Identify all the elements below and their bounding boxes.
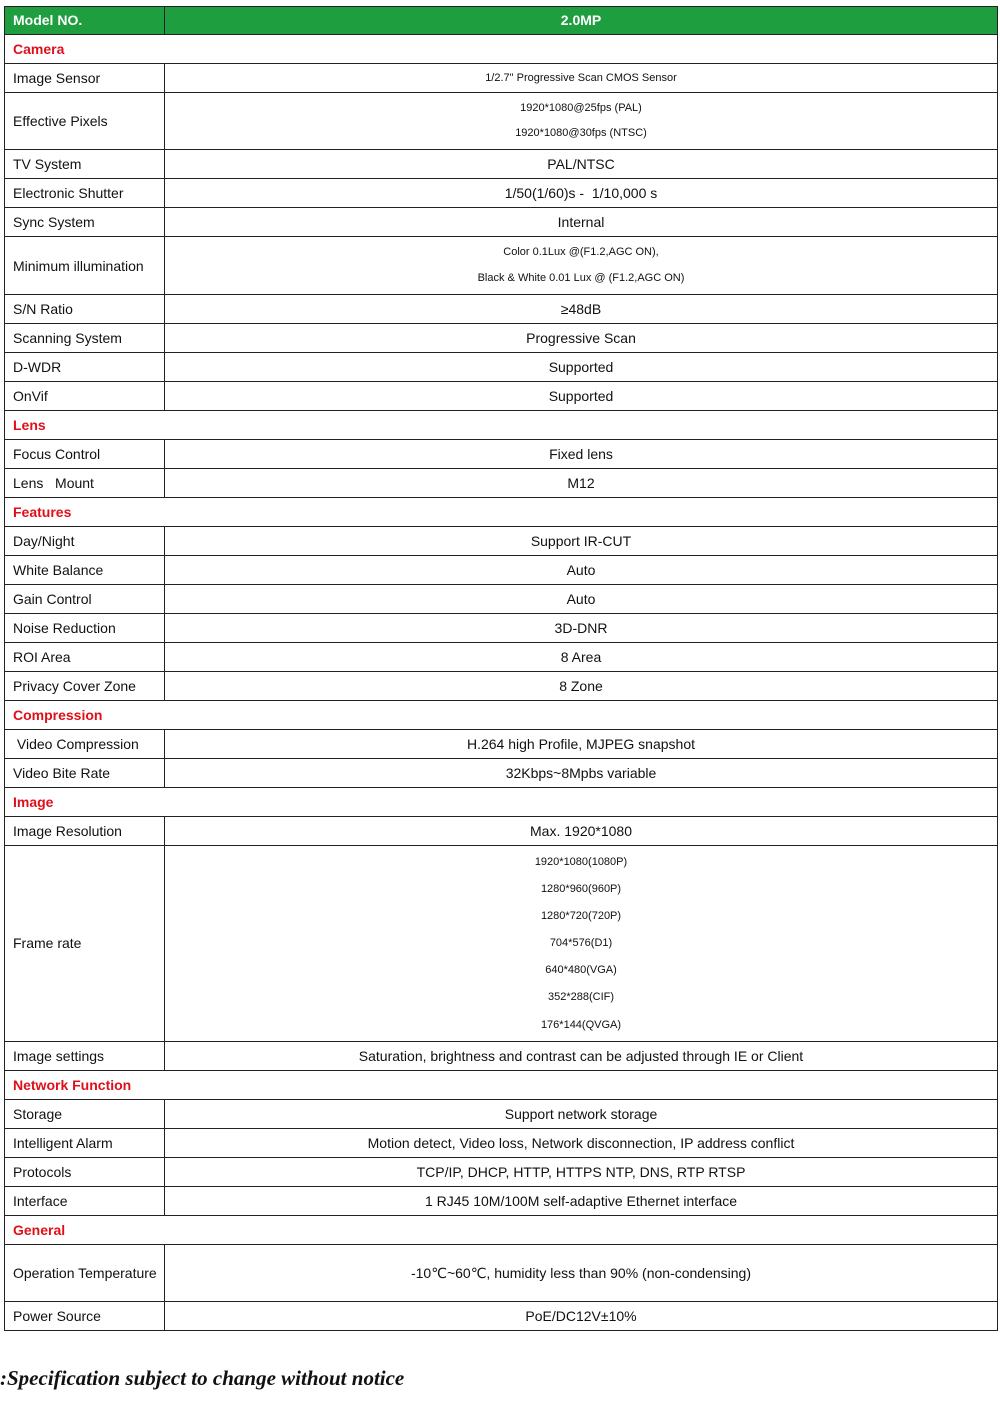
- section-title: Image: [5, 788, 998, 817]
- spec-row: [5, 672, 998, 701]
- spec-row: [5, 1129, 998, 1158]
- spec-value: ≥48dB: [165, 295, 998, 324]
- spec-row: [5, 846, 998, 1042]
- spec-row: [5, 1302, 998, 1331]
- section-header-features: [5, 498, 998, 527]
- section-title: Compression: [5, 701, 998, 730]
- spec-table-body: [5, 7, 998, 1331]
- spec-value: [165, 93, 998, 150]
- spec-value: 8 Area: [165, 643, 998, 672]
- spec-label: Scanning System: [5, 324, 165, 353]
- spec-label: OnVif: [5, 382, 165, 411]
- spec-row: [5, 643, 998, 672]
- spec-label: Image settings: [5, 1042, 165, 1071]
- spec-value: Progressive Scan: [165, 324, 998, 353]
- spec-row: [5, 208, 998, 237]
- spec-label: S/N Ratio: [5, 295, 165, 324]
- spec-value: M12: [165, 469, 998, 498]
- spec-row: [5, 759, 998, 788]
- spec-value: Supported: [165, 382, 998, 411]
- spec-row: [5, 585, 998, 614]
- spec-row: [5, 440, 998, 469]
- spec-value: 1 RJ45 10M/100M self-adaptive Ethernet interface: [165, 1187, 998, 1216]
- spec-label: Effective Pixels: [5, 93, 165, 150]
- spec-label: Gain Control: [5, 585, 165, 614]
- section-header-network-function: [5, 1071, 998, 1100]
- section-header-lens: [5, 411, 998, 440]
- spec-table: [4, 6, 998, 1331]
- table-header-row: [5, 7, 998, 35]
- spec-value: Support IR-CUT: [165, 527, 998, 556]
- spec-value: Supported: [165, 353, 998, 382]
- spec-row: [5, 1158, 998, 1187]
- spec-value-line: Color 0.1Lux @(F1.2,AGC ON),: [503, 246, 659, 259]
- spec-label: Frame rate: [5, 846, 165, 1042]
- spec-label: Video Compression: [5, 730, 165, 759]
- spec-value-line: 704*576(D1): [549, 937, 613, 950]
- spec-row: [5, 556, 998, 585]
- spec-value: TCP/IP, DHCP, HTTP, HTTPS NTP, DNS, RTP RTSP: [165, 1158, 998, 1187]
- section-title: Camera: [5, 35, 998, 64]
- spec-row: [5, 382, 998, 411]
- spec-label: Image Resolution: [5, 817, 165, 846]
- spec-value: Auto: [165, 556, 998, 585]
- spec-row: [5, 295, 998, 324]
- section-header-image: [5, 788, 998, 817]
- spec-label: Privacy Cover Zone: [5, 672, 165, 701]
- spec-row: [5, 64, 998, 93]
- spec-value: -10℃~60℃, humidity less than 90% (non-condensing): [165, 1245, 998, 1302]
- spec-value-line: Black & White 0.01 Lux @ (F1.2,AGC ON): [477, 272, 685, 285]
- spec-label: Noise Reduction: [5, 614, 165, 643]
- spec-value: 1/2.7" Progressive Scan CMOS Sensor: [165, 64, 998, 93]
- spec-label: Operation Temperature: [5, 1245, 165, 1302]
- section-header-compression: [5, 701, 998, 730]
- spec-row: [5, 237, 998, 295]
- spec-value-line: 352*288(CIF): [547, 991, 615, 1004]
- spec-value: H.264 high Profile, MJPEG snapshot: [165, 730, 998, 759]
- spec-value: 3D-DNR: [165, 614, 998, 643]
- spec-label: TV System: [5, 150, 165, 179]
- model-label: Model NO.: [5, 7, 165, 35]
- spec-label: Interface: [5, 1187, 165, 1216]
- spec-row: [5, 353, 998, 382]
- spec-row: [5, 817, 998, 846]
- spec-value: Motion detect, Video loss, Network disconnection, IP address conflict: [165, 1129, 998, 1158]
- section-header-general: [5, 1216, 998, 1245]
- section-title: Lens: [5, 411, 998, 440]
- section-title: General: [5, 1216, 998, 1245]
- section-header-camera: [5, 35, 998, 64]
- spec-label: White Balance: [5, 556, 165, 585]
- spec-value: Fixed lens: [165, 440, 998, 469]
- spec-label: Electronic Shutter: [5, 179, 165, 208]
- spec-label: Minimum illumination: [5, 237, 165, 295]
- spec-value-line: 1280*720(720P): [540, 910, 622, 923]
- spec-value: Internal: [165, 208, 998, 237]
- spec-row: [5, 469, 998, 498]
- spec-value: Max. 1920*1080: [165, 817, 998, 846]
- spec-label: Video Bite Rate: [5, 759, 165, 788]
- spec-row: [5, 1100, 998, 1129]
- spec-label: Intelligent Alarm: [5, 1129, 165, 1158]
- spec-row: [5, 179, 998, 208]
- spec-value-line: 176*144(QVGA): [540, 1018, 622, 1031]
- section-title: Network Function: [5, 1071, 998, 1100]
- spec-value: PoE/DC12V±10%: [165, 1302, 998, 1331]
- spec-value-line: 1920*1080@30fps (NTSC): [515, 127, 647, 140]
- spec-label: Storage: [5, 1100, 165, 1129]
- spec-value: Support network storage: [165, 1100, 998, 1129]
- spec-label: Lens Mount: [5, 469, 165, 498]
- spec-value-line: 1920*1080@25fps (PAL): [520, 101, 642, 114]
- model-value: 2.0MP: [165, 7, 998, 35]
- spec-row: [5, 527, 998, 556]
- spec-value-line: 1920*1080(1080P): [534, 855, 628, 868]
- spec-label: ROI Area: [5, 643, 165, 672]
- spec-value: PAL/NTSC: [165, 150, 998, 179]
- spec-label: Sync System: [5, 208, 165, 237]
- spec-value: [165, 237, 998, 295]
- spec-row: [5, 324, 998, 353]
- spec-row: [5, 1187, 998, 1216]
- spec-value: 8 Zone: [165, 672, 998, 701]
- spec-label: Image Sensor: [5, 64, 165, 93]
- spec-label: Protocols: [5, 1158, 165, 1187]
- spec-row: [5, 730, 998, 759]
- spec-value-line: 1280*960(960P): [540, 882, 622, 895]
- spec-value-line: 640*480(VGA): [545, 964, 617, 977]
- spec-row: [5, 614, 998, 643]
- spec-label: Focus Control: [5, 440, 165, 469]
- spec-row: [5, 93, 998, 150]
- spec-value: 32Kbps~8Mpbs variable: [165, 759, 998, 788]
- spec-value: 1/50(1/60)s - 1/10,000 s: [165, 179, 998, 208]
- spec-row: [5, 1245, 998, 1302]
- spec-label: D-WDR: [5, 353, 165, 382]
- footer-note: :Specification subject to change without notice: [0, 1366, 405, 1390]
- spec-row: [5, 1042, 998, 1071]
- spec-label: Power Source: [5, 1302, 165, 1331]
- spec-value: Saturation, brightness and contrast can be adjusted through IE or Client: [165, 1042, 998, 1071]
- spec-value: Auto: [165, 585, 998, 614]
- spec-row: [5, 150, 998, 179]
- spec-value: [165, 846, 998, 1042]
- spec-label: Day/Night: [5, 527, 165, 556]
- section-title: Features: [5, 498, 998, 527]
